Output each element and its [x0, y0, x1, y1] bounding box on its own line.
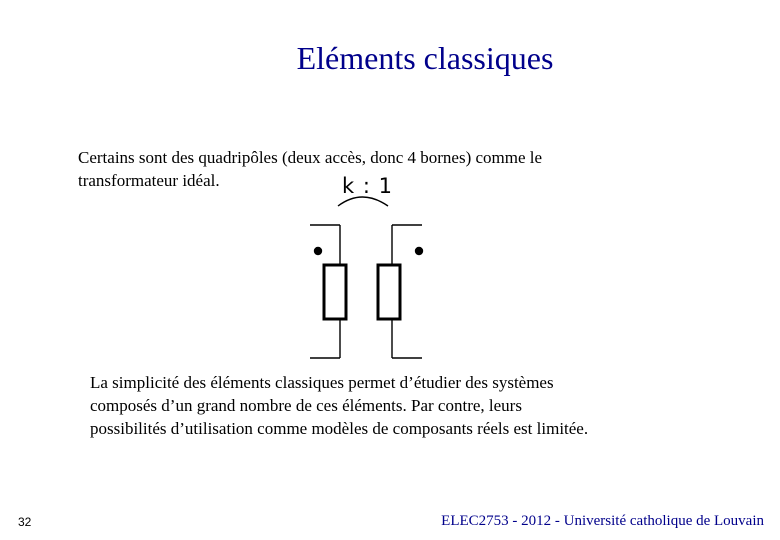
- primary-polarity-dot: [314, 247, 322, 255]
- footer-course: ELEC2753 - 2012 - Université catholique de Louvain: [441, 513, 764, 529]
- ideal-transformer-diagram: [296, 170, 436, 365]
- summary-line-2: composés d’un grand nombre de ces éléments. Par contre, leurs: [90, 396, 522, 415]
- transformer-ratio-label: k : 1: [342, 174, 393, 198]
- page-number: 32: [18, 515, 32, 529]
- intro-line-2: transformateur idéal.: [78, 171, 220, 190]
- summary-line-1: La simplicité des éléments classiques permet d’étudier des systèmes: [90, 373, 554, 392]
- secondary-polarity-dot: [415, 247, 423, 255]
- intro-line-1: Certains sont des quadripôles (deux accès, donc 4 bornes) comme le: [78, 148, 543, 167]
- slide-title: Eléments classiques: [296, 40, 554, 76]
- summary-text: [90, 371, 730, 440]
- secondary-winding: [378, 265, 400, 319]
- primary-winding: [324, 265, 346, 319]
- summary-line-3: possibilités d’utilisation comme modèles de composants réels est limitée.: [90, 419, 589, 438]
